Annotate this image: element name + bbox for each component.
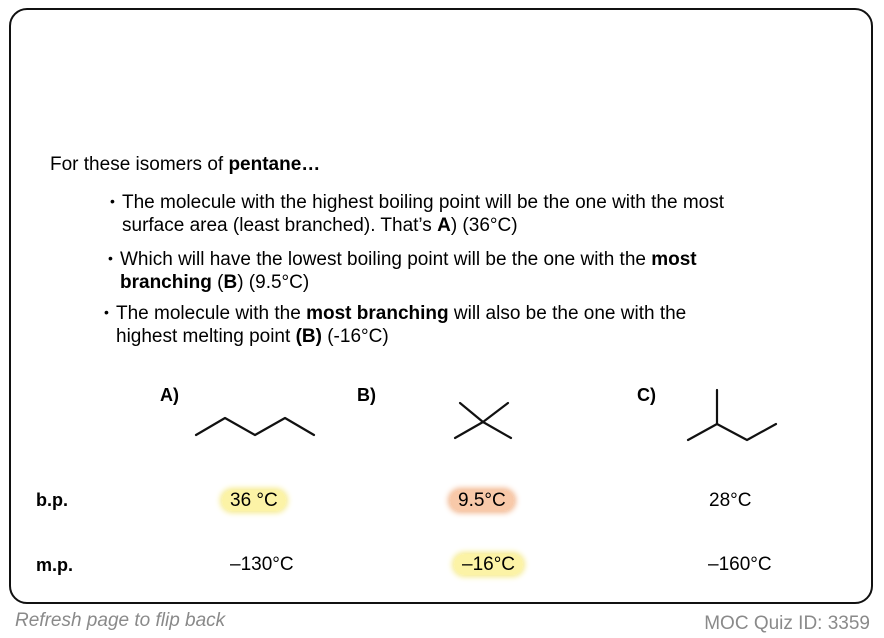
bullet-3-bold-b: (B) [295, 326, 322, 347]
refresh-hint: Refresh page to flip back [15, 610, 226, 631]
bullet-dot: • [110, 193, 115, 209]
bullet-1-bold: A [437, 215, 451, 236]
bp-value-c: 28°C [709, 490, 752, 511]
bp-value-b [450, 486, 514, 516]
bullet-2-bold: most [651, 249, 697, 270]
isomer-label-c: C) [637, 385, 656, 405]
bullet-3-line1: The molecule with the [116, 303, 307, 324]
intro-prefix: For these isomers of [50, 154, 229, 175]
mp-value-c: –160°C [708, 554, 772, 575]
bullet-3-line2-end: (-16°C) [321, 326, 389, 347]
bullet-3-bold: most branching [306, 303, 449, 324]
bullet-2-bold-branching: branching [120, 272, 212, 293]
mp-value-a: –130°C [230, 554, 294, 575]
mp-value-b [454, 550, 523, 580]
bullet-2-bold-b: B [223, 272, 238, 293]
bullet-2-line1: Which will have the lowest boiling point will be the one with the [120, 249, 652, 270]
bullet-dot: • [108, 250, 113, 266]
bullet-dot: • [104, 304, 109, 320]
bullet-1-line1: The molecule with the highest boiling point will be the one with the most [122, 192, 725, 213]
bullet-2-line2-end: ) (9.5°C) [237, 272, 310, 293]
bullet-3-line1-end: will also be the one with the [448, 303, 687, 324]
bp-value-a [222, 486, 286, 516]
quiz-id: MOC Quiz ID: 3359 [704, 613, 870, 634]
isomer-label-b: B) [357, 385, 376, 405]
bullet-1-line2-end: ) (36°C) [450, 215, 518, 236]
row-label-mp: m.p. [36, 555, 74, 575]
bullet-1-line2-text: surface area (least branched). That’s [122, 215, 438, 236]
highlight-orange: 9.5°C [450, 490, 514, 511]
isomer-label-a: A) [160, 385, 179, 405]
highlight-yellow: –16°C [454, 554, 523, 575]
bullet-2-paren: ( [211, 272, 224, 293]
row-label-bp: b.p. [36, 490, 68, 510]
highlight-yellow: 36 °C [222, 490, 286, 511]
intro-bold: pentane… [228, 154, 321, 175]
bullet-3-line2-text: highest melting point [116, 326, 296, 347]
